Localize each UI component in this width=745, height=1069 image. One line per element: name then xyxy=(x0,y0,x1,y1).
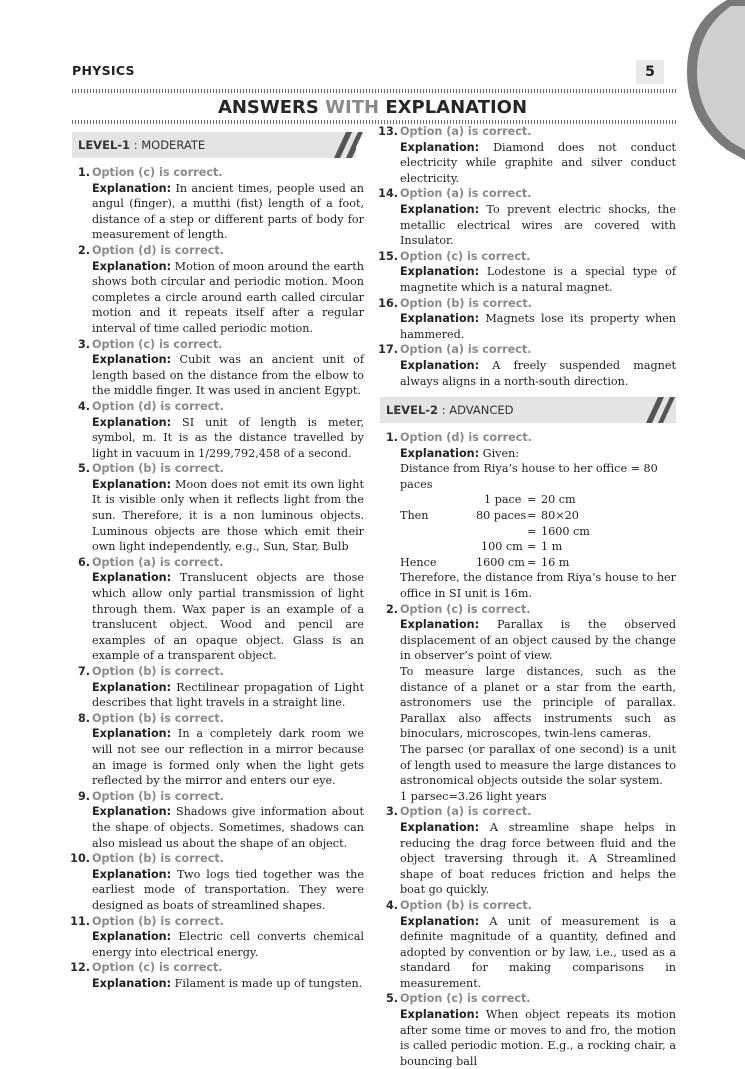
answer-option: Option (a) is correct. xyxy=(400,805,532,819)
answer-option: Option (c) is correct. xyxy=(400,602,531,616)
calc-equals: = xyxy=(527,509,537,523)
explanation-text: A freely suspended magnet always aligns in a north-south direction. xyxy=(400,358,676,388)
question-number: 1. xyxy=(77,166,90,179)
title-part-answers: ANSWERS xyxy=(217,97,319,118)
answer-item xyxy=(72,914,364,961)
explanation-label: Explanation: xyxy=(92,976,172,990)
question-number: 7. xyxy=(77,665,90,678)
answer-item xyxy=(380,342,676,389)
answer-item xyxy=(380,186,676,248)
question-number: 3. xyxy=(385,805,398,819)
explanation-text: In ancient times, people used an angul (finger), a mutthi (fist) length of a foot, distance of a step or different parts of body for measurement of length. xyxy=(92,181,364,242)
calculation-block xyxy=(400,492,676,570)
explanation-label: Explanation: xyxy=(92,805,172,819)
explanation-text: When object repeats its motion after some time or moves to and fro, the motion is called periodic motion. E.g., a rocking chair, a bouncing ball xyxy=(400,1008,676,1068)
calc-term: 1600 cm xyxy=(476,555,525,569)
answer-item xyxy=(380,124,676,186)
explanation-text: Cubit was an ancient unit of length based on the distance from the elbow to the middle finger. It was used in ancient Egypt. xyxy=(92,353,364,398)
question-number: 14. xyxy=(378,187,398,201)
answer-option: Option (b) is correct. xyxy=(92,789,224,803)
answer-item xyxy=(380,991,676,1069)
answer-option: Option (c) is correct. xyxy=(92,337,223,351)
explanation-label: Explanation: xyxy=(92,867,172,881)
explanation-text: Rectilinear propagation of Light describes that light travels in a straight line. xyxy=(92,680,364,710)
title-part-with: WITH xyxy=(325,97,380,118)
answer-option: Option (a) is correct. xyxy=(92,555,224,569)
explanation-label: Explanation: xyxy=(400,202,480,216)
page-title xyxy=(0,97,745,118)
explanation-label: Explanation: xyxy=(92,477,172,491)
conclusion-text: Therefore, the distance from Riya’s house to her office in SI unit is 16m. xyxy=(400,571,676,601)
level-1-banner xyxy=(72,132,364,158)
explanation-label: Explanation: xyxy=(400,312,480,326)
explanation-label: Explanation: xyxy=(92,181,172,195)
explanation-text: To prevent electric shocks, the metallic electrical wires are covered with Insulator. xyxy=(400,202,676,248)
calc-equals: = xyxy=(527,540,537,554)
question-number: 4. xyxy=(385,898,398,912)
calc-value: 16 m xyxy=(541,555,570,569)
question-number: 4. xyxy=(77,399,90,413)
level-1-difficulty: : MODERATE xyxy=(133,138,206,152)
question-number: 15. xyxy=(378,249,398,263)
level-1-label: LEVEL-1 xyxy=(78,138,131,152)
explanation-text: A unit of measurement is a definite magnitude of a quantity, defined and adopted by convention or by law, i.e., used as a standard for making comparisons in measurement. xyxy=(400,914,676,990)
answer-item xyxy=(72,337,364,399)
given-statement: Distance from Riya’s house to her office = 80 paces xyxy=(400,462,658,491)
explanation-text: Lodestone is a special type of magnetite which is a natural magnet. xyxy=(400,265,676,294)
explanation-paragraph: The parsec (or parallax of one second) is a unit of length used to measure the large distances to astronomical objects outside the solar system. xyxy=(400,742,676,788)
level-2-answer-1 xyxy=(380,430,676,602)
answer-option: Option (b) is correct. xyxy=(92,462,224,476)
question-number: 9. xyxy=(77,789,90,803)
answer-item xyxy=(380,296,676,343)
explanation-label: Explanation: xyxy=(400,820,480,834)
subject-heading: PHYSICS xyxy=(72,63,135,78)
answer-item xyxy=(72,711,364,789)
answer-item xyxy=(72,789,364,851)
explanation-label: Explanation: xyxy=(92,727,172,741)
answer-option: Option (a) is correct. xyxy=(400,343,532,357)
explanation-label: Explanation: xyxy=(92,415,172,429)
answer-option: Option (d) is correct. xyxy=(92,243,224,257)
explanation-text: Shadows give information about the shape of objects. Sometimes, shadows can also mislead us about the shape of an object. xyxy=(92,805,364,850)
level-2-banner xyxy=(380,397,676,423)
question-number: 5. xyxy=(77,462,90,476)
explanation-text: Translucent objects are those which allow only partial transmission of light through them. Wax paper is an example of a translucent object. Wood and pencil are examples of an opaque object. Glass is an example of a transparent object. xyxy=(92,571,364,663)
explanation-label: Explanation: xyxy=(400,1008,480,1022)
explanation-label: Explanation: xyxy=(92,930,172,944)
explanation-label: Explanation: xyxy=(92,259,172,273)
calc-value: 20 cm xyxy=(541,493,576,507)
explanation-label: Explanation: xyxy=(400,618,480,632)
level-2-difficulty: : ADVANCED xyxy=(441,403,514,418)
question-number: 10. xyxy=(70,852,90,866)
calc-equals: = xyxy=(527,493,537,507)
corner-decoration xyxy=(675,0,745,160)
page-number: 5 xyxy=(636,60,664,84)
explanation-label: Explanation: xyxy=(92,571,172,585)
answer-item xyxy=(72,165,364,243)
explanation-text: In a completely dark room we will not see our reflection in a mirror because an image is formed only when the light gets reflected by the mirror and enters our eye. xyxy=(92,727,364,788)
calc-equals: = xyxy=(527,524,537,538)
explanation-text: Diamond does not conduct electricity while graphite and silver conduct electricity. xyxy=(400,140,676,185)
question-number: 8. xyxy=(77,711,90,725)
question-number: 2. xyxy=(385,602,398,616)
calc-term: 80 paces xyxy=(476,509,527,523)
question-number: 5. xyxy=(385,992,398,1006)
explanation-label: Explanation: xyxy=(400,140,480,154)
explanation-label: Explanation: xyxy=(400,446,480,460)
title-part-explanation: EXPLANATION xyxy=(385,97,528,118)
question-number: 3. xyxy=(77,337,90,351)
explanation-text: Given: xyxy=(479,446,520,460)
explanation-text: Magnets lose its property when hammered. xyxy=(400,312,676,341)
explanation-text: Two logs tied together was the earliest mode of transportation. They were designed as boats of streamlined shapes. xyxy=(92,867,364,912)
answer-item xyxy=(72,243,364,337)
parsec-conversion: 1 parsec=3.26 light years xyxy=(400,789,547,803)
explanation-label: Explanation: xyxy=(400,914,480,928)
answer-option: Option (c) is correct. xyxy=(400,249,531,263)
explanation-text: Filament is made up of tungsten. xyxy=(171,976,363,990)
question-number: 6. xyxy=(77,555,90,569)
answer-option: Option (c) is correct. xyxy=(92,166,223,179)
explanation-label: Explanation: xyxy=(92,680,172,694)
explanation-text: Electric cell converts chemical energy into electrical energy. xyxy=(92,930,364,959)
question-number: 11. xyxy=(70,914,90,928)
calc-equals: = xyxy=(527,555,537,569)
slash-decoration-icon xyxy=(316,132,364,158)
calc-term: 1 pace xyxy=(484,493,522,507)
answer-item xyxy=(380,898,676,992)
answer-option: Option (d) is correct. xyxy=(92,399,224,413)
slash-decoration-icon xyxy=(628,397,676,423)
level-2-label: LEVEL-2 xyxy=(386,403,439,418)
question-number: 12. xyxy=(70,961,90,975)
calc-value: 1600 cm xyxy=(541,524,590,538)
answer-option: Option (b) is correct. xyxy=(92,711,224,725)
answer-option: Option (a) is correct. xyxy=(400,125,532,138)
answer-option: Option (d) is correct. xyxy=(400,431,532,445)
answer-item xyxy=(380,804,676,898)
answer-item xyxy=(380,249,676,296)
answer-item xyxy=(72,960,364,991)
explanation-text: Parallax is the observed displacement of an object caused by the change in observer’s point of view. xyxy=(400,618,676,663)
answer-item xyxy=(72,664,364,711)
explanation-text: SI unit of length is meter, symbol, m. It is as the distance travelled by light in vacuum in 1/299,792,458 of a second. xyxy=(92,415,364,460)
explanation-paragraph: To measure large distances, such as the distance of a planet or a star from the earth, astronomers use the principle of parallax. Parallax also affects instruments such as binoculars, microscopes, twin-lens cameras. xyxy=(400,665,676,741)
explanation-text: Moon does not emit its own light It is visible only when it reflects light from the sun. Therefore, it is a non luminous objects. Luminous objects are those which emit their own light independently, e.g., Sun, Star, Bulb xyxy=(92,477,364,554)
answer-option: Option (a) is correct. xyxy=(400,187,532,201)
question-number: 13. xyxy=(378,125,398,138)
explanation-text: A streamline shape helps in reducing the drag force between fluid and the object traversing through it. A Streamlined shape of boat reduces friction and helps the boat go quickly. xyxy=(400,820,676,897)
calc-value: 1 m xyxy=(541,540,563,554)
calc-value: 80×20 xyxy=(541,509,579,523)
left-column xyxy=(72,132,364,991)
answer-option: Option (b) is correct. xyxy=(400,898,532,912)
explanation-label: Explanation: xyxy=(400,265,480,279)
answer-option: Option (b) is correct. xyxy=(400,296,532,310)
answer-item xyxy=(72,555,364,664)
question-number: 17. xyxy=(378,343,398,357)
answer-item xyxy=(72,461,364,555)
answer-option: Option (b) is correct. xyxy=(92,852,224,866)
level-2-answer-2 xyxy=(380,602,676,805)
explanation-text: Motion of moon around the earth shows both circular and periodic motion. Moon completes a circle around earth called circular motion and it repeats itself after a regular interval of time called periodic motion. xyxy=(92,259,364,335)
question-number: 1. xyxy=(385,431,398,445)
answer-item xyxy=(72,851,364,913)
explanation-label: Explanation: xyxy=(400,358,480,372)
question-number: 16. xyxy=(378,296,398,310)
answer-option: Option (c) is correct. xyxy=(400,992,531,1006)
calc-term: 100 cm xyxy=(481,540,523,554)
answer-item xyxy=(72,399,364,461)
answer-option: Option (c) is correct. xyxy=(92,961,223,975)
calc-lead: Hence xyxy=(400,555,437,569)
calc-lead: Then xyxy=(400,509,429,523)
explanation-label: Explanation: xyxy=(92,353,172,367)
answer-option: Option (b) is correct. xyxy=(92,665,224,678)
right-column xyxy=(380,124,676,1069)
header-divider xyxy=(72,89,676,93)
answer-option: Option (b) is correct. xyxy=(92,914,224,928)
question-number: 2. xyxy=(77,243,90,257)
